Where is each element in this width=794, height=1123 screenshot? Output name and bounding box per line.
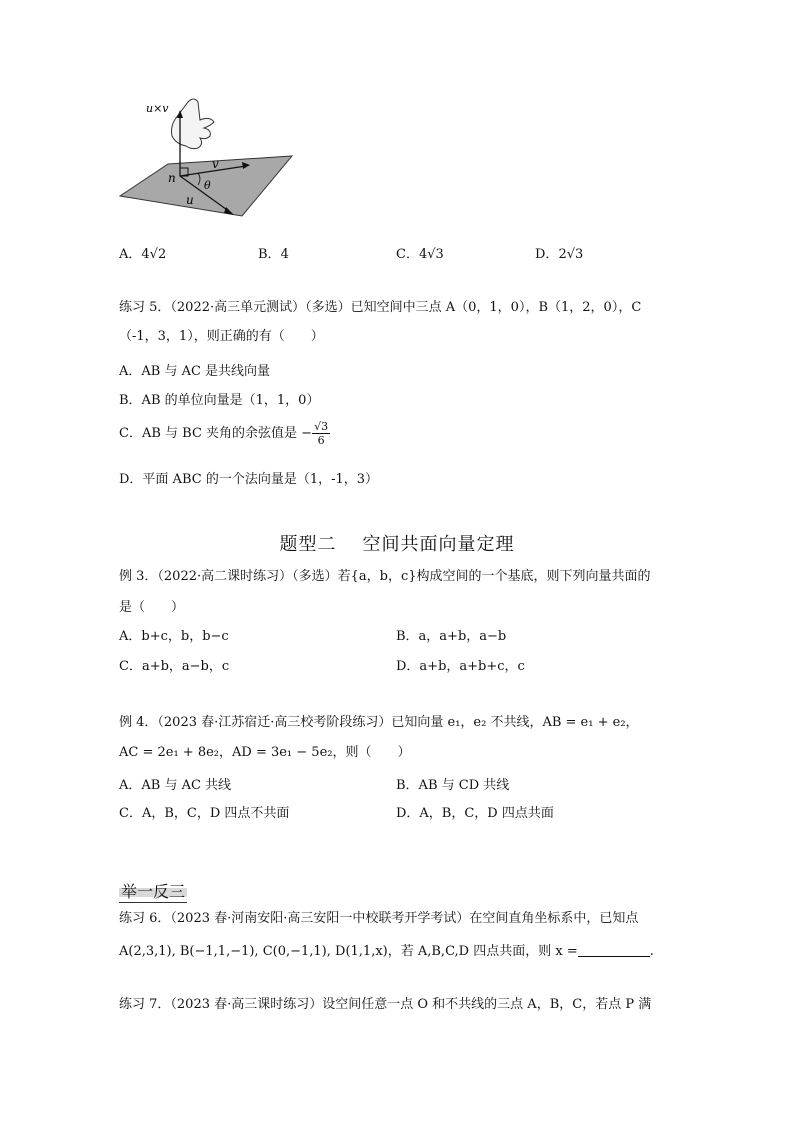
ex7-stem-line1: 练习 7．（2023 春·高三课时练习）设空间任意一点 O 和不共线的三点 A，B，C，若点 P 满 [119,997,652,1012]
v-label: v [212,157,219,171]
ex3-option-a[interactable]: A．b+c，b，b−c [119,629,229,644]
q4-option-c[interactable]: C．4√3 [396,247,444,262]
ex6-stem-line2: A(2,3,1), B(−1,1,−1), C(0,−1,1), D(1,1,x)，若 A,B,C,D 四点共面，则 x = . [119,944,654,959]
q4-option-d[interactable]: D．2√3 [535,247,584,262]
ex5-option-c[interactable]: C．AB 与 BC 夹角的余弦值是 − $\frac{√3}{6}$ [119,420,329,447]
u-label: u [186,193,194,207]
uxv-label: u×v [146,102,169,115]
answer-blank[interactable] [578,944,650,957]
ex5-stem-line1: 练习 5．（2022·高三单元测试）（多选）已知空间中三点 A（0，1，0），B（1，2，0），C [119,300,642,315]
ex4-option-d[interactable]: D．A，B，C，D 四点共面 [396,806,554,821]
ex6-stem-line1: 练习 6．（2023 春·河南安阳·高三安阳一中校联考开学考试）在空间直角坐标系中，已知点 [119,911,639,926]
practice-badge: 举一反三 [119,879,187,903]
ex3-stem-line2: 是（ ） [119,600,185,615]
ex5-option-a[interactable]: A．AB 与 AC 是共线向量 [119,364,271,379]
q4-option-a[interactable]: A．4√2 [119,247,167,262]
fraction: $\frac{√3}{6}$ [314,420,329,447]
ex4-stem-line1: 例 4．（2023 春·江苏宿迁·高三校考阶段练习）已知向量 e₁，e₂ 不共线，AB = e₁ + e₂， [119,715,639,730]
theta-label: θ [204,179,211,192]
ex4-option-c[interactable]: C．A，B，C，D 四点不共面 [119,806,290,821]
ex3-option-b[interactable]: B．a，a+b，a−b [396,629,507,644]
ex5-option-b[interactable]: B．AB 的单位向量是（1，1，0） [119,393,320,408]
ex3-option-c[interactable]: C．a+b，a−b，c [119,659,230,674]
q4-option-b[interactable]: B．4 [258,247,289,262]
n-label: n [168,171,176,185]
ex5-option-d[interactable]: D．平面 ABC 的一个法向量是（1，-1，3） [119,472,379,487]
ex4-option-b[interactable]: B．AB 与 CD 共线 [396,778,510,793]
ex3-option-d[interactable]: D．a+b，a+b+c，c [396,659,525,674]
section-heading: 题型二 空间共面向量定理 [279,534,515,555]
ex5-stem-line2: （-1，3，1），则正确的有（ ） [119,329,324,344]
ex4-option-a[interactable]: A．AB 与 AC 共线 [119,778,232,793]
ex3-stem-line1: 例 3．（2022·高二课时练习）（多选）若{a，b，c}构成空间的一个基底，则下列向量共面的 [119,569,651,584]
cross-product-figure [118,92,308,222]
ex4-stem-line2: AC = 2e₁ + 8e₂，AD = 3e₁ − 5e₂，则（ ） [119,745,411,760]
